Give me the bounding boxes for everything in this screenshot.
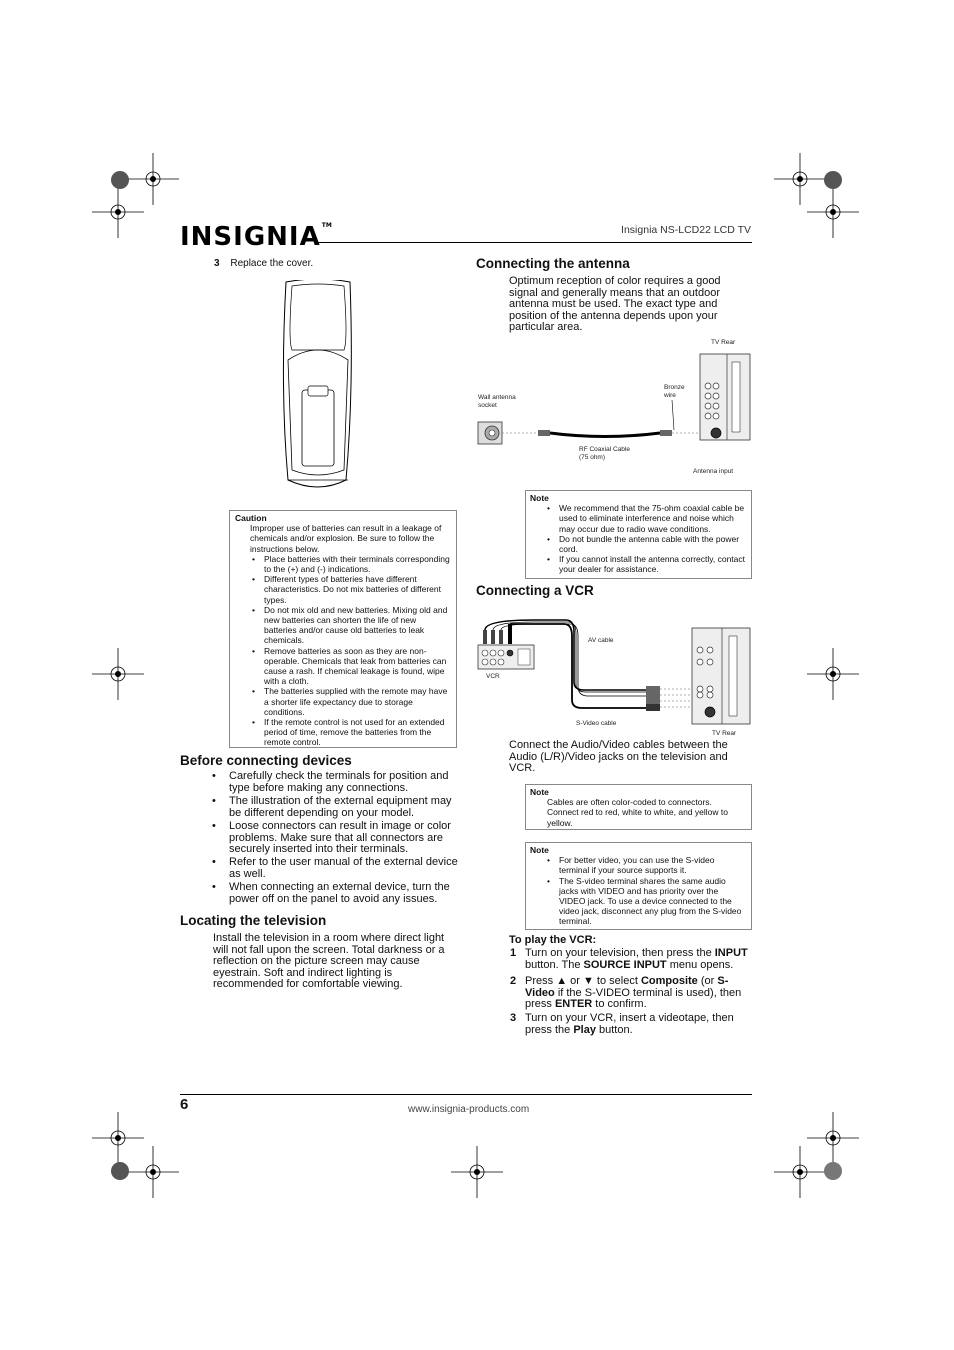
vcr-diagram — [474, 612, 754, 738]
vcr-label: VCR — [486, 673, 500, 680]
antenna-heading: Connecting the antenna — [476, 256, 630, 271]
antenna-text: Optimum reception of color requires a good signal and generally means that an outdoor antenna must be used. The exact type and position of the antenna depends upon your particular area. — [509, 275, 721, 333]
svideo-cable-label: S-Video cable — [576, 720, 617, 727]
note-label: Note — [530, 787, 549, 797]
caution-intro: Improper use of batteries can result in a leakage of chemicals and/or explosion. Be sure to follow the instructions below. — [250, 523, 442, 554]
vcr-note-box-2 — [525, 842, 752, 930]
caution-item: • Place batteries with their terminals corresponding to the (+) and (-) indications. — [252, 553, 450, 575]
rf-cable-label: RF Coaxial Cable — [579, 446, 630, 453]
down-arrow-icon: ▼ — [582, 975, 594, 987]
caution-item: • If the remote control is not used for an extended period of time, remove the batteries from the remote control. — [252, 717, 445, 748]
vcr-note-box-1 — [525, 784, 752, 830]
vcr-note-list — [547, 855, 745, 926]
caution-item: • Different types of batteries have different characteristics. Do not mix batteries of different types. — [252, 574, 442, 605]
remote-illustration — [280, 280, 356, 500]
play-heading: To play the VCR: — [509, 934, 597, 946]
before-item: • Loose connectors can result in image or color problems. Make sure that all connectors are securely inserted into their terminals. — [212, 820, 451, 855]
bronze-label: Bronze — [664, 384, 685, 391]
note-text: Cables are often color-coded to connectors. Connect red to red, white to white, and yellow to yellow. — [547, 797, 728, 828]
caution-label: Caution — [235, 513, 267, 523]
note-label: Note — [530, 845, 549, 855]
note-item: • For better video, you can use the S-video terminal if your source supports it. — [547, 855, 715, 876]
antenna-input-label: Antenna input — [693, 468, 734, 475]
coax-plug-left — [538, 430, 550, 436]
antenna-note-box — [525, 490, 752, 579]
step-number: 3 — [214, 258, 220, 269]
step-3 — [214, 258, 313, 270]
antenna-diagram — [474, 336, 754, 478]
caution-item: • Do not mix old and new batteries. Mixing old and new batteries can shorten the life of new batteries and/or cause old batteries to leak chemicals. — [252, 604, 448, 646]
vcr-heading: Connecting a VCR — [476, 583, 594, 598]
tv-rear-label: TV Rear — [711, 339, 736, 346]
before-heading: Before connecting devices — [180, 753, 352, 768]
note-label: Note — [530, 493, 549, 503]
note-item: • If you cannot install the antenna correctly, contact your dealer for assistance. — [547, 554, 746, 575]
play-step-3: 3 Turn on your VCR, insert a videotape, then press the Play button. — [510, 1012, 734, 1036]
page-number: 6 — [180, 1096, 189, 1113]
caution-item: • The batteries supplied with the remote may have a shorter life expectancy due to storage conditions. — [252, 686, 448, 717]
socket-label: socket — [478, 402, 497, 409]
note-item: • We recommend that the 75-ohm coaxial cable be used to eliminate interference and noise which may occur due to radio wave conditions. — [547, 503, 745, 534]
vcr-text: Connect the Audio/Video cables between the Audio (L/R)/Video jacks on the television and VCR. — [509, 739, 728, 774]
caution-list — [252, 554, 450, 748]
step-text: Replace the cover. — [230, 258, 314, 269]
header-rule — [315, 242, 752, 243]
antenna-input-jack — [711, 428, 721, 438]
coax-cable — [550, 433, 660, 437]
play-step-2: 2 Press ▲ or ▼ to select Composite (or S-Video if the S-VIDEO terminal is used), then press ENTER to confirm. — [510, 975, 742, 1010]
wall-antenna-label: Wall antenna — [478, 394, 516, 401]
play-step-1: 1 Turn on your television, then press the INPUT button. The SOURCE INPUT menu opens. — [510, 947, 748, 971]
rf-ohm-label: (75 ohm) — [579, 454, 606, 461]
antenna-note-list — [547, 503, 745, 574]
footer-rule — [180, 1094, 752, 1095]
coax-plug-right — [660, 430, 672, 436]
header-title: Insignia NS-LCD22 LCD TV — [621, 224, 751, 236]
caution-box — [229, 510, 457, 748]
wire-label: wire — [664, 392, 676, 399]
before-item: • Carefully check the terminals for position and type before making any connections. — [212, 770, 449, 794]
before-item: • The illustration of the external equipment may be different depending on your model. — [212, 795, 452, 819]
footer-url: www.insignia-products.com — [408, 1104, 530, 1115]
tv-rear-label: TV Rear — [712, 730, 737, 737]
up-arrow-icon: ▲ — [556, 975, 568, 987]
note-item: • Do not bundle the antenna cable with the power cord. — [547, 533, 740, 555]
av-cable-label: AV cable — [588, 637, 614, 644]
before-item: • When connecting an external device, turn the power off on the panel to avoid any issues. — [212, 881, 450, 905]
locating-text: Install the television in a room where direct light will not fall upon the screen. Total darkness or a reflection on the picture screen may cause eyestrain. Soft and indirect lighting is recommended for comfortable viewing. — [213, 932, 445, 990]
note-item: • The S-video terminal shares the same audio jacks with VIDEO and has priority over the VIDEO jack. To use a device connected to the video jack, disconnect any plug from the S-video terminal. — [547, 875, 742, 927]
tv-rear-panel — [692, 628, 750, 724]
before-item: • Refer to the user manual of the external device as well. — [212, 856, 458, 880]
locating-heading: Locating the television — [180, 913, 327, 928]
brand-logo: INSIGNIA™ — [180, 222, 332, 252]
caution-item: • Remove batteries as soon as they are non-operable. Chemicals that leak from batteries can cause a rash. If chemical leakage is found, wipe with a cloth. — [252, 645, 447, 687]
